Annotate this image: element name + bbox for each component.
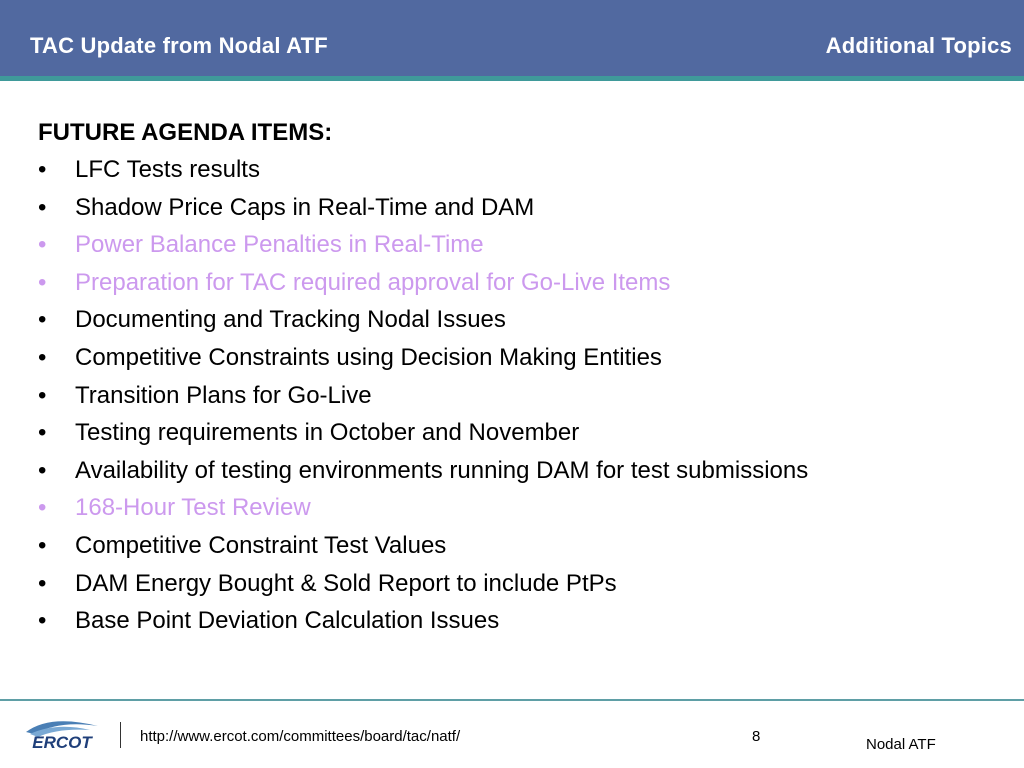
- bullet-icon: •: [38, 569, 47, 597]
- agenda-item: [38, 151, 998, 189]
- bullet-icon: •: [38, 231, 47, 259]
- agenda-item-text: 168-Hour Test Review: [75, 494, 311, 522]
- logo-text: ERCOT: [32, 733, 92, 752]
- agenda-item: [38, 301, 998, 339]
- footer-divider: [0, 699, 1024, 701]
- footer-label: Nodal ATF: [866, 736, 936, 753]
- agenda-item-text: Transition Plans for Go-Live: [75, 381, 372, 409]
- agenda-item-text: Power Balance Penalties in Real-Time: [75, 231, 484, 259]
- header-divider: [0, 76, 1024, 81]
- agenda-item: [38, 189, 998, 227]
- agenda-item-text: LFC Tests results: [75, 156, 260, 183]
- ercot-logo-icon: [20, 712, 104, 752]
- agenda-item: [38, 264, 998, 302]
- slide-header: [0, 0, 1024, 76]
- footer-separator: [120, 722, 121, 748]
- agenda-item: [38, 377, 998, 415]
- agenda-list: [38, 151, 998, 640]
- agenda-item: [38, 489, 998, 527]
- agenda-item-text: Competitive Constraints using Decision Making Entities: [75, 343, 662, 371]
- agenda-item: [38, 602, 998, 640]
- agenda-item-text: Documenting and Tracking Nodal Issues: [75, 306, 506, 334]
- bullet-icon: •: [38, 494, 47, 522]
- bullet-icon: •: [38, 607, 47, 635]
- slide-content: [38, 115, 998, 640]
- agenda-item: [38, 339, 998, 377]
- bullet-icon: •: [38, 531, 47, 559]
- agenda-item-text: Competitive Constraint Test Values: [75, 531, 447, 559]
- bullet-icon: •: [38, 343, 47, 371]
- agenda-item: [38, 226, 998, 264]
- slide-title: TAC Update from Nodal ATF: [30, 33, 328, 58]
- section-title: Additional Topics: [825, 33, 1012, 58]
- bullet-icon: •: [38, 193, 47, 221]
- footer-url: http://www.ercot.com/committees/board/tac/natf/: [140, 728, 461, 745]
- agenda-item: [38, 527, 998, 565]
- agenda-item: [38, 414, 998, 452]
- agenda-item-text: Shadow Price Caps in Real-Time and DAM: [75, 193, 535, 221]
- agenda-item: [38, 452, 998, 490]
- bullet-icon: •: [38, 306, 47, 334]
- bullet-icon: •: [38, 456, 47, 484]
- agenda-item-text: Availability of testing environments running DAM for test submissions: [75, 456, 809, 484]
- page-number: 8: [752, 728, 761, 745]
- bullet-icon: •: [38, 419, 47, 447]
- bullet-icon: •: [38, 268, 47, 296]
- agenda-heading: FUTURE AGENDA ITEMS:: [38, 119, 333, 146]
- bullet-icon: •: [38, 156, 47, 183]
- agenda-item-text: DAM Energy Bought & Sold Report to include PtPs: [75, 569, 617, 597]
- bullet-icon: •: [38, 381, 47, 409]
- agenda-item-text: Testing requirements in October and November: [75, 419, 580, 447]
- agenda-item-text: Base Point Deviation Calculation Issues: [75, 607, 500, 635]
- agenda-item: [38, 565, 998, 603]
- agenda-item-text: Preparation for TAC required approval for Go-Live Items: [75, 268, 671, 296]
